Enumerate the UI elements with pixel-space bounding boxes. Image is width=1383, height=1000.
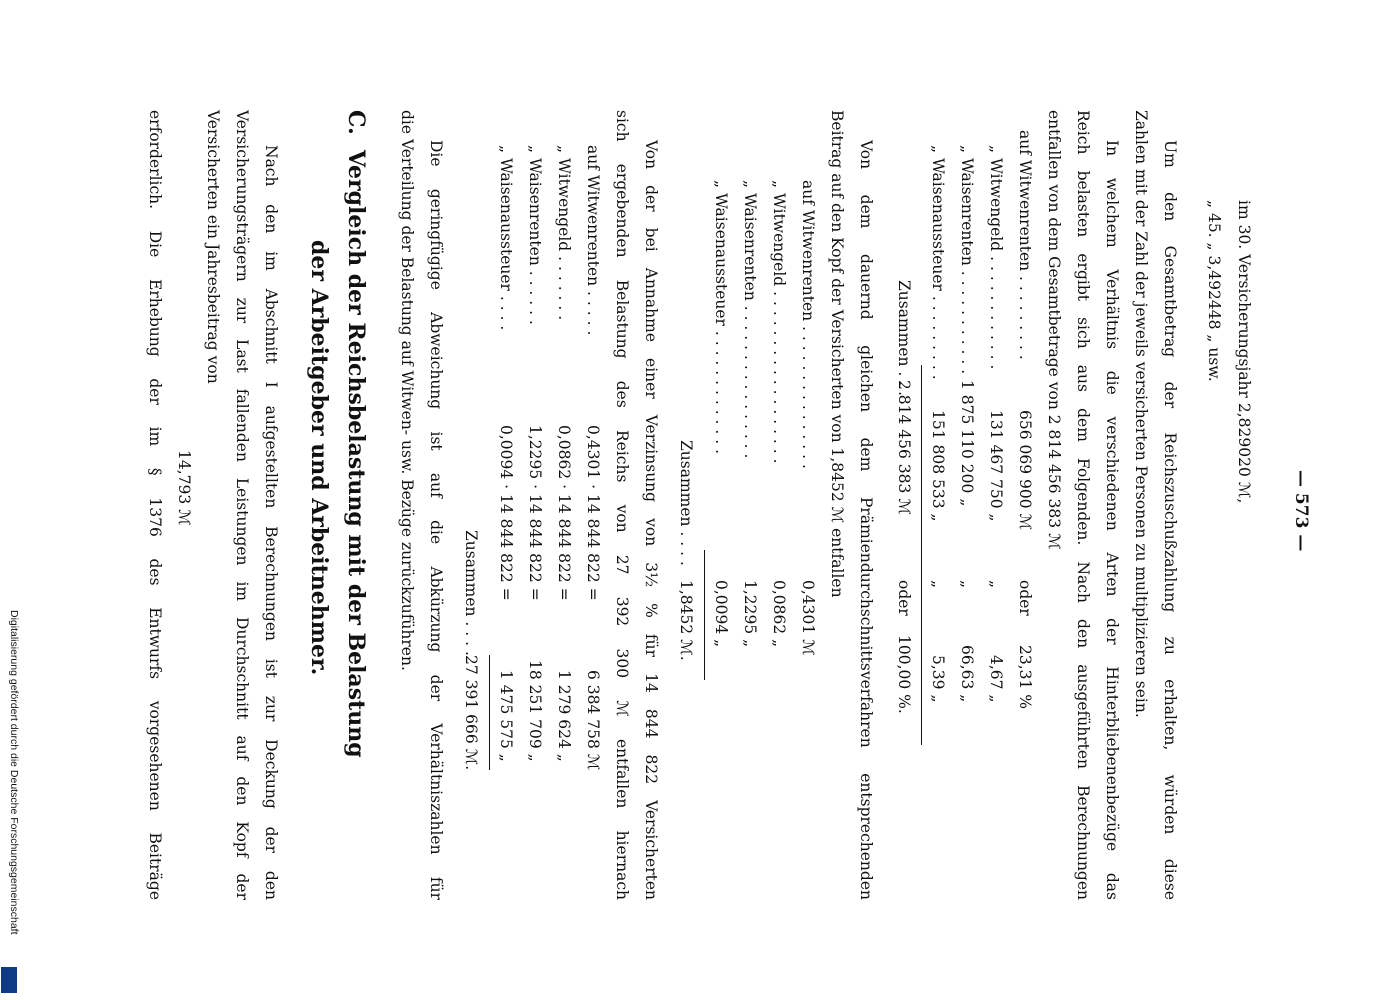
paragraph-7-line-1: erforderlich. Die Erhebung der im § 1376 des Entwurfs vorgesehenen Beiträge [146, 110, 164, 900]
paragraph-1-line-1: Um den Gesamtbetrag der Reichszuschußzahlung zu erhalten, würden diese [1161, 140, 1179, 900]
paragraph-1-line-2: Zahlen mit der Zahl der jeweils versicherten Personen zu multiplizieren sein. [1132, 110, 1150, 718]
table1-pct: 4,67 „ [987, 655, 1005, 703]
paragraph-6-line-3: Versicherten ein Jahresbeitrag von [204, 110, 222, 384]
table2-value: 0,0862 „ [770, 580, 788, 648]
table1-total-label: Zusammen . . . [895, 280, 913, 397]
table3-formula: 0,0094 · 14 844 822 = [497, 425, 515, 601]
paragraph-5-line-2: die Verteilung der Belastung auf Witwen- usw. Bezüge zurückzuführen. [398, 110, 416, 671]
table1-pct: 66,63 „ [958, 645, 976, 703]
table2-value: 0,0094 „ [712, 580, 730, 648]
section-letter: C. [343, 110, 369, 135]
table3-result: 18 251 709 „ [526, 660, 544, 762]
table3-formula: 0,4301 · 14 844 822 = [584, 425, 602, 601]
table1-conj: „ [987, 580, 1005, 589]
section-title-line-2: der Arbeitgeber und Arbeitnehmer. [306, 240, 332, 676]
paragraph-2-line-1: In welchem Verhältnis die verschiedenen Arten der Hinterbliebenenbezüge das [1103, 140, 1121, 900]
table3-result: 1 279 624 „ [555, 670, 573, 762]
table3-label: „ Waisenaussteuer . . . . [497, 145, 515, 331]
intro-line-2: „ 45. „ 3,492448 „ usw. [1205, 200, 1223, 382]
table2-total-label: Zusammen . . . . [677, 440, 695, 566]
section-title-line-1: Vergleich der Reichsbelastung mit der Belastung [343, 150, 369, 758]
paragraph-2-line-3: entfallen von dem Gesamtbetrage von 2 814 456 383 ℳ [1045, 110, 1063, 550]
table1-conj: „ [958, 580, 976, 589]
table2-label: „ Waisenaussteuer . . . . . . . . . . . . . [712, 180, 730, 455]
table2-label: „ Waisenrenten . . . . . . . . . . . . . . . . [741, 180, 759, 459]
table1-pct: 5,39 „ [929, 655, 947, 703]
paragraph-5-line-1: Die geringfügige Abweichung ist auf die Abkürzung der Verhältniszahlen für [427, 140, 445, 900]
paragraph-3-line-2: Beitrag auf den Kopf der Versicherten von 1,8452 ℳ entfallen [828, 110, 846, 598]
table2-total-value: 1,8452 ℳ. [677, 580, 695, 661]
table1-total-conj: oder [895, 580, 913, 616]
table2-label: auf Witwenrenten . . . . . . . . . . . . . . . [799, 180, 817, 469]
page-number: — 573 — [1291, 470, 1311, 552]
table3-label: auf Witwenrenten . . . . . [584, 145, 602, 336]
table2-sum-rule [704, 550, 705, 680]
table1-amount: 131 467 750 „ [987, 410, 1005, 522]
table2-label: „ Witwengeld . . . . . . . . . . . . . . . . . . [770, 180, 788, 464]
dfg-logo [1, 967, 17, 993]
table3-result: 1 475 575 „ [497, 670, 515, 762]
table1-label: „ Waisenaussteuer . . . . . . . . . [929, 145, 947, 380]
paragraph-4-line-2: sich ergebenden Belastung des Reichs von 27 392 300 ℳ entfallen hiernach [613, 110, 631, 900]
table3-total-value: 27 391 666 ℳ. [462, 655, 480, 771]
paragraph-6-line-2: Versicherungsträgern zur Last fallenden Leistungen im Durchschnitt auf den Kopf der [233, 110, 251, 900]
table1-label: „ Witwengeld . . . . . . . . . . . . [987, 145, 1005, 370]
paragraph-2-line-2: Reich belasten ergibt sich aus dem Folgenden. Nach den ausgeführten Berechnungen [1074, 110, 1092, 900]
table1-conj: oder [1016, 580, 1034, 616]
paragraph-4-line-1: Von der bei Annahme einer Verzinsung von 3½ % für 14 844 822 Versicherten [642, 140, 660, 900]
table2-value: 0,4301 ℳ [799, 580, 817, 656]
table3-sum-rule [489, 655, 490, 770]
table1-amount: 656 069 900 ℳ [1016, 410, 1034, 531]
table3-formula: 1,2295 · 14 844 822 = [526, 425, 544, 601]
table1-label: „ Waisenrenten . . . . . . . . . . . [958, 145, 976, 375]
table1-label: auf Witwenrenten . . . . . . . . . [1016, 130, 1034, 360]
table3-result: 6 384 758 ℳ [584, 670, 602, 771]
table3-label: „ Witwengeld . . . . . . . [555, 145, 573, 321]
paragraph-6-line-1: Nach den im Abschnitt I aufgestellten Berechnungen ist zur Deckung der den [262, 145, 280, 900]
intro-line-1: im 30. Versicherungsjahr 2,829020 ℳ, [1235, 200, 1253, 504]
table1-conj: „ [929, 580, 947, 589]
table3-total-label: Zusammen . . . . [462, 530, 480, 656]
table1-pct: 23,31 % [1016, 645, 1034, 710]
document-page [140, 110, 1311, 900]
table3-label: „ Waisenrenten . . . . . . [526, 145, 544, 325]
table1-sum-rule [921, 365, 922, 745]
table3-formula: 0,0862 · 14 844 822 = [555, 425, 573, 601]
table1-total-amount: 2 814 456 383 ℳ [895, 380, 913, 515]
table1-amount: 1 875 110 200 „ [958, 380, 976, 507]
paragraph-3-line-1: Von dem dauernd gleichen dem Prämiendurchschnittsverfahren entsprechenden [857, 140, 875, 900]
centered-value: 14,793 ℳ [175, 450, 193, 526]
table2-value: 1,2295 „ [741, 580, 759, 648]
table1-amount: 151 808 533 „ [929, 410, 947, 522]
table1-total-pct: 100,00 %. [895, 635, 913, 714]
digitization-credit: Digitalisierung gefördert durch die Deutsche Forschungsgemeinschaft [8, 610, 20, 935]
